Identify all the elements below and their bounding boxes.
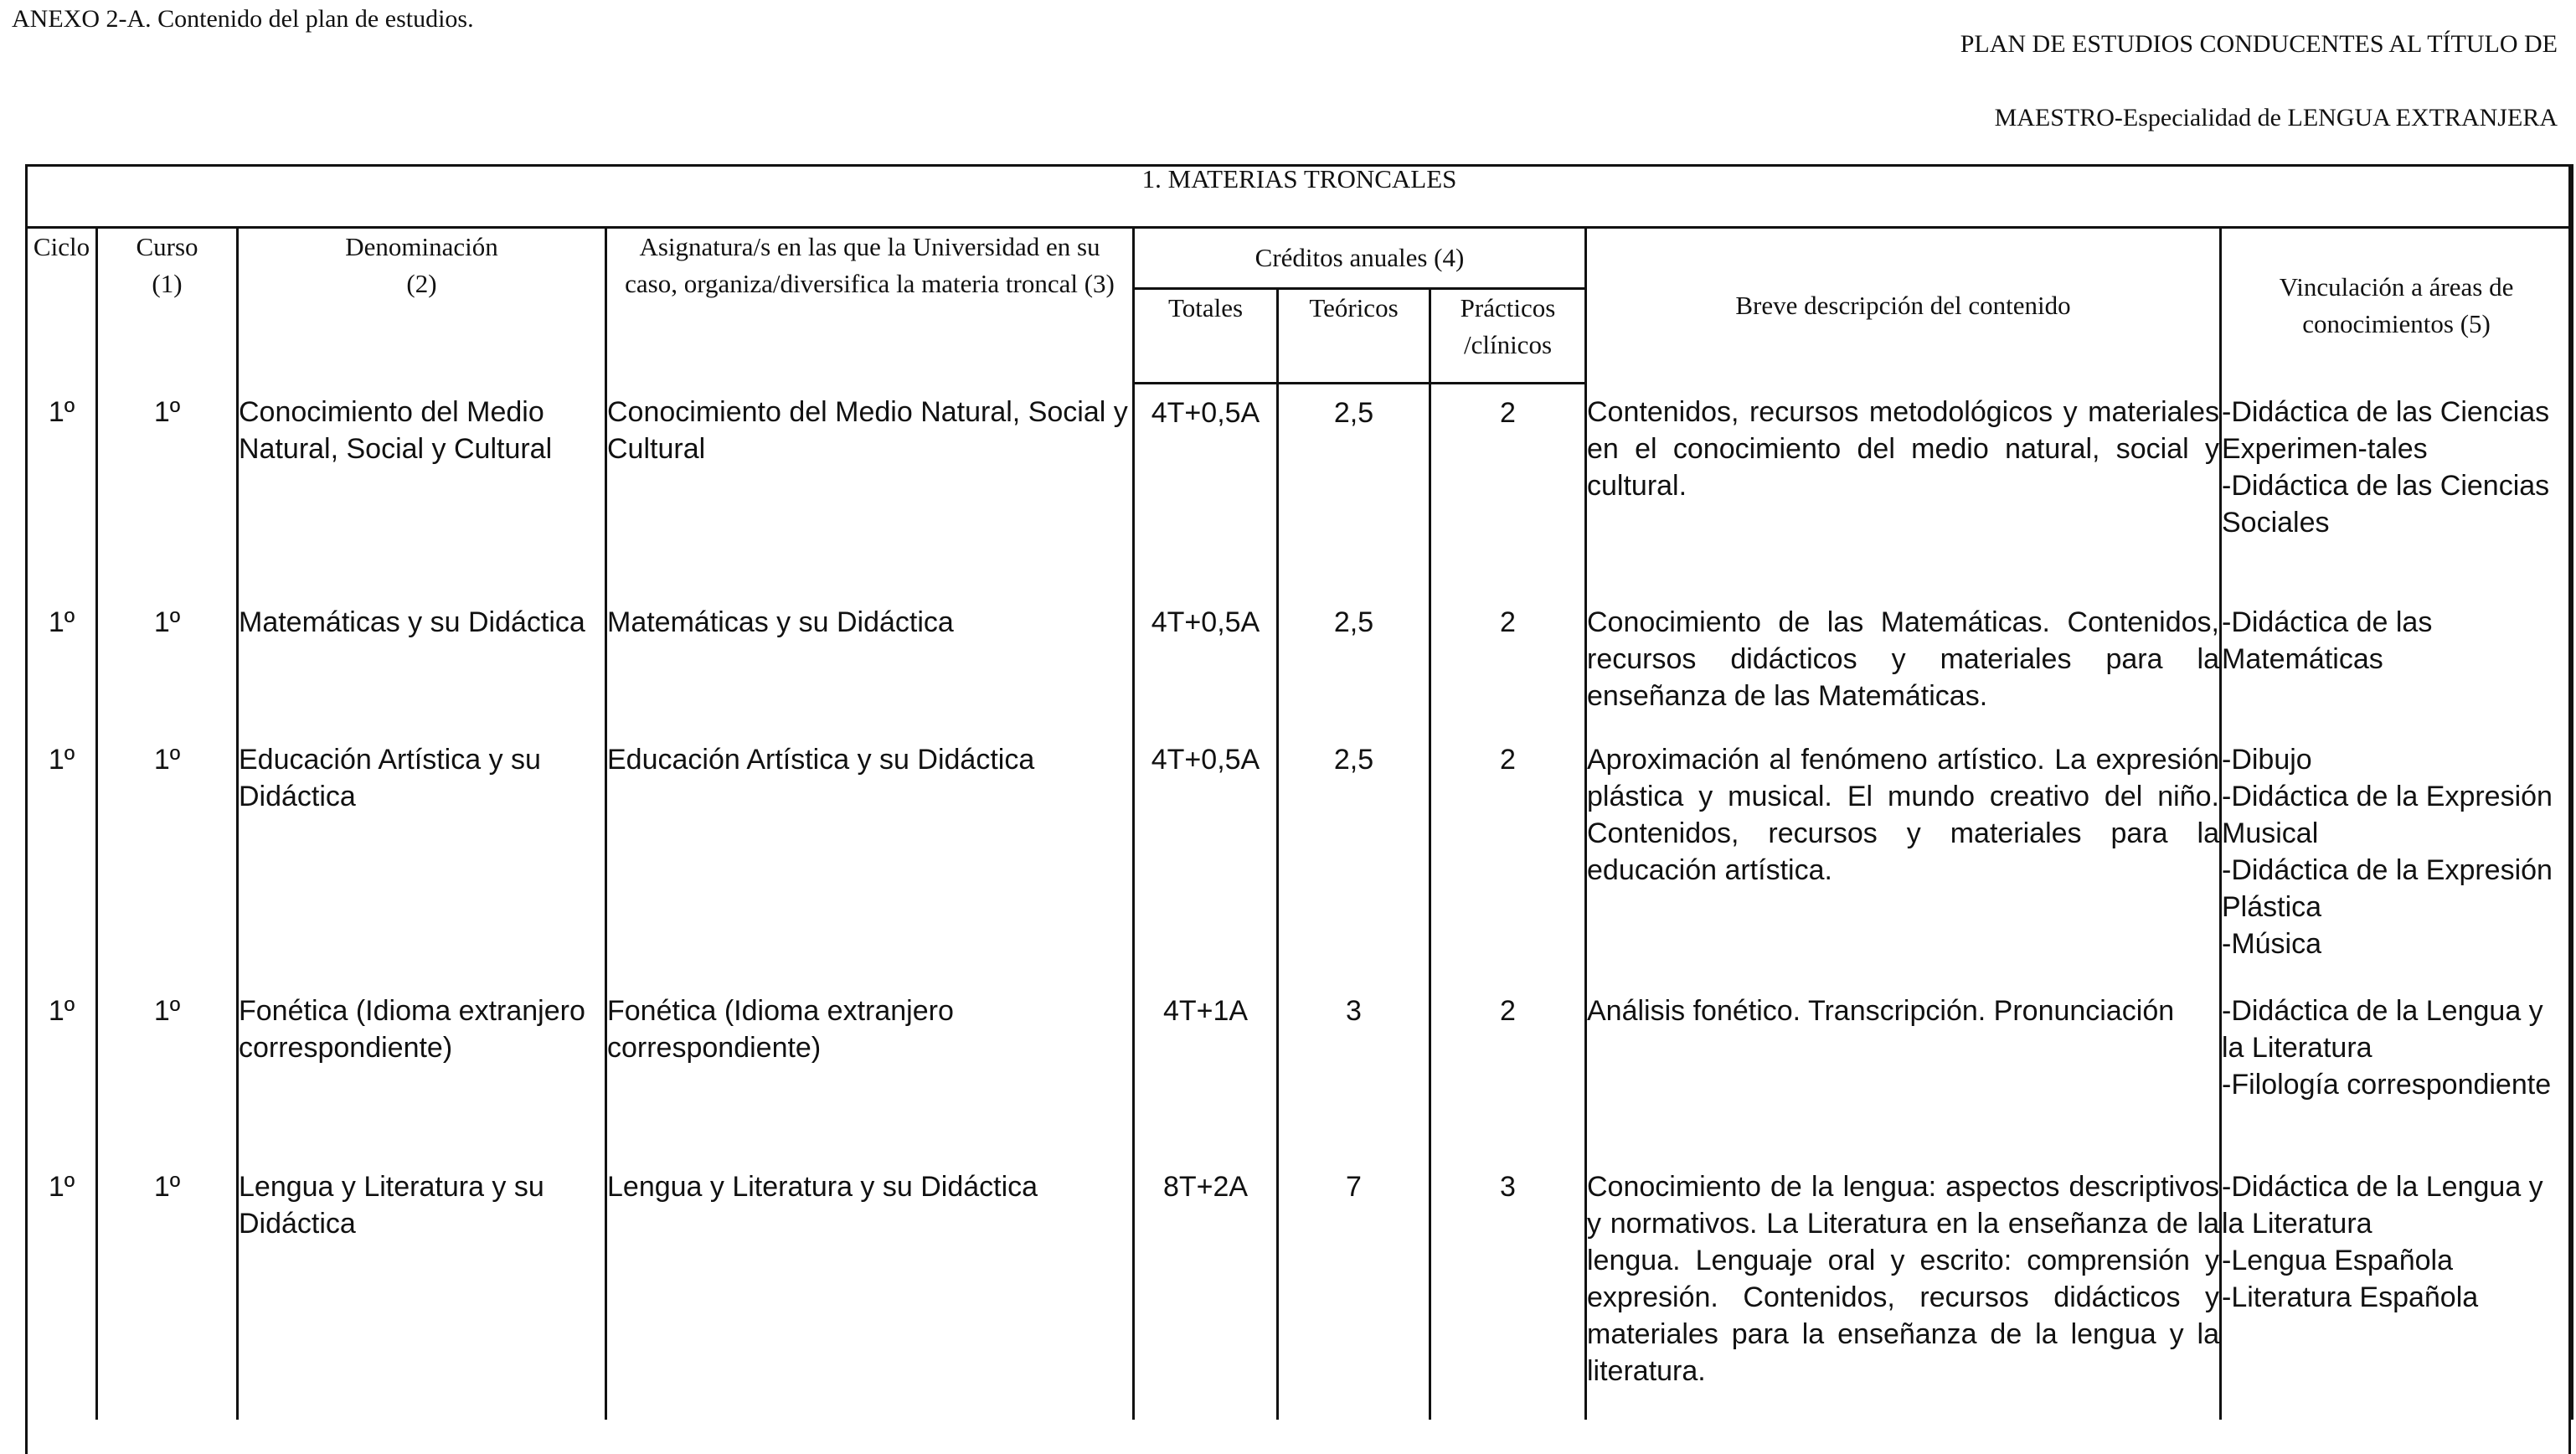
descripcion-cell: Aproximación al fenómeno artístico. La expresión plástica y musical. El mundo creativo del niño. Contenidos, recursos y materiales para la educación artística. <box>1586 731 2221 982</box>
area-item: -Lengua Española <box>2222 1245 2454 1276</box>
totales-cell: 4T+0,5A <box>1134 731 1278 982</box>
column-header-teoricos: Teóricos <box>1278 289 1430 384</box>
descripcion-cell: Conocimiento de la lengua: aspectos descriptivos y normativos. La Literatura en la enseñanza de la lengua. Lenguaje oral y escrito: comprensión y expresión. Contenidos, recursos didácticos y materiales para la enseñanza de la lengua y la literatura. <box>1586 1158 2221 1420</box>
curso-cell: 1º <box>97 594 238 731</box>
denominacion-cell: Conocimiento del Medio Natural, Social y Cultural <box>238 384 606 595</box>
teoricos-cell: 3 <box>1278 982 1430 1158</box>
area-item: -Filología correspondiente <box>2222 1069 2552 1101</box>
materias-troncales-table <box>25 164 2573 1420</box>
practicos-cell: 2 <box>1430 982 1586 1158</box>
column-header-denominacion: Denominación (2) <box>238 228 606 384</box>
denominacion-cell: Matemáticas y su Didáctica <box>238 594 606 731</box>
area-item: -Didáctica de la Lengua y la Literatura <box>2222 1171 2543 1240</box>
column-header-ciclo: Ciclo <box>27 228 97 384</box>
column-header-totales: Totales <box>1134 289 1278 384</box>
table-row <box>27 594 2573 731</box>
practicos-cell: 2 <box>1430 384 1586 595</box>
practicos-cell: 3 <box>1430 1158 1586 1420</box>
curso-cell: 1º <box>97 731 238 982</box>
areas-cell <box>2221 594 2573 731</box>
area-item: -Didáctica de las Matemáticas <box>2222 606 2433 675</box>
descripcion-cell: Conocimiento de las Matemáticas. Contenidos, recursos didácticos y materiales para la enseñanza de las Matemáticas. <box>1586 594 2221 731</box>
curso-cell: 1º <box>97 982 238 1158</box>
asignatura-cell: Lengua y Literatura y su Didáctica <box>606 1158 1134 1420</box>
plan-title-line-2: MAESTRO-Especialidad de LENGUA EXTRANJERA <box>1994 104 2558 131</box>
teoricos-cell: 2,5 <box>1278 731 1430 982</box>
teoricos-cell: 7 <box>1278 1158 1430 1420</box>
area-item: -Didáctica de la Lengua y la Literatura <box>2222 995 2543 1064</box>
ciclo-cell: 1º <box>27 731 97 982</box>
ciclo-cell: 1º <box>27 982 97 1158</box>
curso-cell: 1º <box>97 384 238 595</box>
totales-cell: 4T+0,5A <box>1134 384 1278 595</box>
totales-cell: 4T+1A <box>1134 982 1278 1158</box>
annex-heading: ANEXO 2-A. Contenido del plan de estudios. <box>12 5 474 33</box>
curso-cell: 1º <box>97 1158 238 1420</box>
areas-cell <box>2221 1158 2573 1420</box>
practicos-cell: 2 <box>1430 594 1586 731</box>
areas-cell <box>2221 384 2573 595</box>
denominacion-cell: Educación Artística y su Didáctica <box>238 731 606 982</box>
practicos-cell: 2 <box>1430 731 1586 982</box>
teoricos-cell: 2,5 <box>1278 594 1430 731</box>
area-item: -Didáctica de la Expresión Plástica <box>2222 854 2553 923</box>
plan-title-line-1: PLAN DE ESTUDIOS CONDUCENTES AL TÍTULO DE <box>1960 30 2558 58</box>
column-header-vinculacion: Vinculación a áreas de conocimientos (5) <box>2221 228 2573 384</box>
area-item: -Didáctica de las Ciencias Sociales <box>2222 469 2550 539</box>
totales-cell: 8T+2A <box>1134 1158 1278 1420</box>
asignatura-cell: Educación Artística y su Didáctica <box>606 731 1134 982</box>
totales-cell: 4T+0,5A <box>1134 594 1278 731</box>
column-header-descripcion: Breve descripción del contenido <box>1586 228 2221 384</box>
area-item: -Literatura Española <box>2222 1281 2479 1313</box>
area-item: -Música <box>2222 928 2322 960</box>
areas-cell <box>2221 982 2573 1158</box>
table-row <box>27 1158 2573 1420</box>
asignatura-cell: Matemáticas y su Didáctica <box>606 594 1134 731</box>
column-header-asignatura: Asignatura/s en las que la Universidad en su caso, organiza/diversifica la materia troncal (3) <box>606 228 1134 384</box>
teoricos-cell: 2,5 <box>1278 384 1430 595</box>
table-row <box>27 731 2573 982</box>
area-item: -Didáctica de la Expresión Musical <box>2222 781 2553 849</box>
ciclo-cell: 1º <box>27 384 97 595</box>
table-row <box>27 982 2573 1158</box>
denominacion-cell: Fonética (Idioma extranjero correspondiente) <box>238 982 606 1158</box>
descripcion-cell: Análisis fonético. Transcripción. Pronunciación <box>1586 982 2221 1158</box>
table-row <box>27 384 2573 595</box>
areas-cell <box>2221 731 2573 982</box>
asignatura-cell: Fonética (Idioma extranjero correspondiente) <box>606 982 1134 1158</box>
ciclo-cell: 1º <box>27 594 97 731</box>
area-item: -Dibujo <box>2222 744 2312 776</box>
area-item: -Didáctica de las Ciencias Experimen-tales <box>2222 395 2550 465</box>
asignatura-cell: Conocimiento del Medio Natural, Social y Cultural <box>606 384 1134 595</box>
table-title: 1. MATERIAS TRONCALES <box>27 164 2573 228</box>
column-header-curso: Curso (1) <box>97 228 238 384</box>
column-header-creditos: Créditos anuales (4) <box>1134 228 1586 289</box>
denominacion-cell: Lengua y Literatura y su Didáctica <box>238 1158 606 1420</box>
descripcion-cell: Contenidos, recursos metodológicos y materiales en el conocimiento del medio natural, social y cultural. <box>1586 384 2221 595</box>
ciclo-cell: 1º <box>27 1158 97 1420</box>
column-header-practicos: Prácticos /clínicos <box>1430 289 1586 384</box>
